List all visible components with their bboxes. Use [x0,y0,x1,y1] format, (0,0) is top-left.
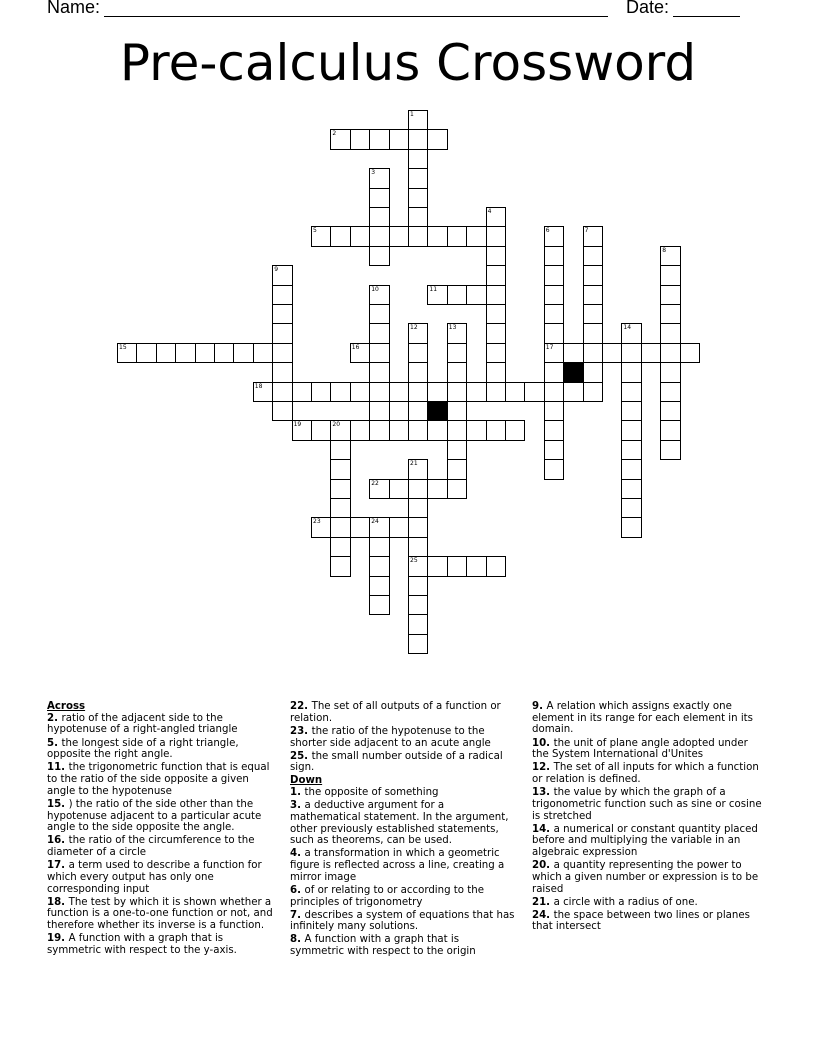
grid-cell[interactable] [660,343,680,363]
grid-cell[interactable] [330,382,350,402]
grid-cell[interactable] [486,556,506,576]
grid-cell[interactable] [389,420,409,440]
clue-item [532,897,764,909]
grid-cell[interactable] [486,265,506,285]
clue-text: ) the ratio of the side other than the hypotenuse adjacent to a particular acute angle to the side opposite the angle. [47,798,262,834]
grid-cell[interactable] [408,401,428,421]
clue-number-label: 4. [290,848,305,860]
clue-item [532,738,764,761]
clue-number-label: 10. [532,737,554,749]
clue-text: the small number outside of a radical sign. [290,750,503,774]
grid-cell[interactable] [544,265,564,285]
grid-cell[interactable] [660,420,680,440]
black-cell [427,401,447,421]
clue-number-label: 3. [290,800,305,812]
clue-number: 21 [410,460,418,468]
grid-cell[interactable] [486,382,506,402]
grid-cell[interactable] [369,323,389,343]
clue-number-label: 9. [532,701,547,712]
grid-cell[interactable] [505,420,525,440]
grid-cell[interactable] [408,129,428,149]
grid-cell[interactable] [427,479,447,499]
grid-cell[interactable] [583,265,603,285]
clue-number-label: 20. [532,860,554,872]
grid-cell[interactable] [253,343,273,363]
grid-cell[interactable] [369,595,389,615]
grid-cell[interactable] [427,226,447,246]
grid-cell[interactable] [330,440,350,460]
clue-number-label: 6. [290,884,305,896]
grid-cell[interactable] [544,440,564,460]
clue-number-label: 1. [290,787,305,799]
grid-cell[interactable] [427,556,447,576]
clue-number-label: 5. [47,737,62,749]
clue-item [290,726,515,749]
clue-text: the value by which the graph of a trigonometric function such as sine or cosine is stretched [532,787,762,822]
clue-number-label: 12. [532,762,554,774]
grid-cell[interactable] [621,498,641,518]
clue-number-label: 2. [47,712,62,724]
grid-cell[interactable] [389,129,409,149]
clue-number-label: 19. [47,933,69,945]
clue-number: 14 [623,324,632,332]
grid-cell[interactable] [369,207,389,227]
grid-cell[interactable] [369,343,389,363]
grid-cell[interactable] [447,343,467,363]
clue-text: a circle with a radius of one. [553,896,698,908]
grid-cell[interactable] [466,382,486,402]
clue-number-label: 16. [47,835,69,847]
clue-number: 4 [487,208,492,215]
clue-text: the opposite of something [304,787,439,799]
grid-cell[interactable] [621,343,641,363]
clue-number: 16 [351,343,360,351]
grid-cell[interactable] [680,343,700,363]
grid-cell[interactable] [602,343,622,363]
grid-cell[interactable] [408,537,428,557]
clue-number: 23 [313,518,321,526]
grid-cell[interactable] [330,479,350,499]
clue-number: 9 [274,266,279,274]
grid-cell[interactable] [486,362,506,382]
grid-cell[interactable] [583,343,603,363]
grid-cell[interactable] [660,285,680,305]
clue-number: 10 [371,285,379,293]
clue-text: describes a system of equations that has infinitely many solutions. [290,909,515,933]
clue-item [47,835,280,858]
clue-number: 7 [584,227,589,235]
grid-cell[interactable] [544,459,564,479]
grid-cell[interactable] [466,285,486,305]
clue-text: The test by which it is shown whether a function is a one-to-one function or not, and therefore whether its inverse is a function. [47,896,273,931]
grid-cell[interactable] [408,343,428,363]
grid-cell[interactable] [369,129,389,149]
grid-cell[interactable] [660,265,680,285]
grid-cell[interactable] [311,420,331,440]
grid-cell[interactable] [447,362,467,382]
clue-number-label: 11. [47,762,69,774]
grid-cell[interactable] [583,246,603,266]
grid-cell[interactable] [486,285,506,305]
grid-cell[interactable] [583,285,603,305]
clue-number: 6 [545,227,550,235]
name-label: Name: [47,0,101,17]
grid-cell[interactable] [272,323,292,343]
grid-cell[interactable] [427,129,447,149]
date-label: Date: [626,0,670,17]
clue-text: the ratio of the hypotenuse to the shorter side adjacent to an acute angle [290,725,491,749]
grid-cell[interactable] [544,285,564,305]
grid-cell[interactable] [408,362,428,382]
clue-number-label: 22. [290,701,312,712]
grid-cell[interactable] [389,479,409,499]
clue-text: the trigonometric function that is equal to the ratio of the side opposite a given angle to the hypotenuse [47,762,270,797]
grid-cell[interactable] [583,382,603,402]
grid-cell[interactable] [408,207,428,227]
grid-cell[interactable] [136,343,156,363]
grid-cell[interactable] [447,459,467,479]
clue-item [290,910,515,933]
clue-item [290,885,515,908]
clue-item [290,751,515,774]
down-heading: Down [290,775,323,787]
clue-number-label: 18. [47,896,69,908]
clue-item [47,738,280,761]
grid-cell[interactable] [311,382,331,402]
grid-cell[interactable] [389,517,409,537]
page-title: Pre-calculus Crossword [119,34,697,92]
grid-cell[interactable] [272,382,292,402]
clue-number: 22 [371,479,379,487]
clue-item [47,860,280,895]
grid-cell[interactable] [408,188,428,208]
grid-cell[interactable] [486,420,506,440]
grid-cell[interactable] [408,595,428,615]
clue-text: The set of all inputs for which a function or relation is defined. [532,762,759,785]
clue-number: 19 [293,421,302,429]
clue-item [290,787,515,799]
grid-cell[interactable] [369,226,389,246]
clue-item [532,762,764,785]
grid-cell[interactable] [156,343,176,363]
clue-number: 11 [429,285,438,293]
clue-item [532,701,764,736]
clue-item [47,713,280,736]
grid-cell[interactable] [621,401,641,421]
grid-cell[interactable] [369,382,389,402]
grid-cell[interactable] [233,343,253,363]
grid-cell[interactable] [660,382,680,402]
clue-item [532,860,764,895]
clue-text: the unit of plane angle adopted under the System International d'Unites [532,737,748,761]
clue-number-label: 14. [532,823,554,835]
clue-text: a transformation in which a geometric figure is reflected across a line, creating a mirror image [290,848,505,883]
grid-cell[interactable] [544,420,564,440]
grid-cell[interactable] [214,343,234,363]
grid-cell[interactable] [544,246,564,266]
clue-number: 3 [371,169,376,177]
clue-number-label: 21. [532,896,554,908]
grid-cell[interactable] [272,362,292,382]
clue-item [532,824,764,859]
grid-cell[interactable] [408,420,428,440]
grid-cell[interactable] [447,440,467,460]
grid-cell[interactable] [621,459,641,479]
grid-cell[interactable] [330,517,350,537]
grid-cell[interactable] [408,498,428,518]
grid-cell[interactable] [292,382,312,402]
clue-number: 17 [545,343,554,351]
grid-cell[interactable] [369,188,389,208]
grid-cell[interactable] [369,362,389,382]
clue-number: 13 [448,324,457,332]
grid-cell[interactable] [583,362,603,382]
grid-cell[interactable] [408,517,428,537]
grid-cell[interactable] [466,556,486,576]
grid-cell[interactable] [369,246,389,266]
clue-item [290,800,515,847]
clue-item [47,799,280,834]
grid-cell[interactable] [408,479,428,499]
grid-cell[interactable] [350,517,370,537]
clue-item [290,934,515,957]
grid-cell[interactable] [583,323,603,343]
grid-cell[interactable] [408,226,428,246]
clue-item [290,701,515,724]
clue-number-label: 13. [532,787,554,799]
clue-number: 8 [662,246,667,254]
grid-cell[interactable] [330,556,350,576]
grid-cell[interactable] [563,343,583,363]
clue-item [47,897,280,932]
grid-cell[interactable] [544,382,564,402]
clue-text: a numerical or constant quantity placed before and multiplying the variable in an algebraic expression [532,823,758,858]
clue-number: 24 [371,518,379,526]
grid-cell[interactable] [330,498,350,518]
grid-cell[interactable] [272,285,292,305]
clue-text: A function with a graph that is symmetric with respect to the y-axis. [47,933,237,956]
clue-number-label: 15. [47,798,69,810]
grid-cell[interactable] [369,537,389,557]
grid-cell[interactable] [427,420,447,440]
grid-cell[interactable] [408,634,428,654]
grid-cell[interactable] [330,459,350,479]
clue-item [532,910,764,933]
grid-cell[interactable] [272,304,292,324]
grid-cell[interactable] [660,362,680,382]
grid-cell[interactable] [486,246,506,266]
clue-item [47,762,280,797]
grid-cell[interactable] [466,420,486,440]
grid-cell[interactable] [369,401,389,421]
clue-number: 12 [410,324,418,332]
grid-cell[interactable] [389,382,409,402]
clue-item [290,848,515,883]
clue-number: 15 [119,343,127,351]
clue-text: ratio of the adjacent side to the hypotenuse of a right-angled triangle [47,712,238,736]
grid-cell[interactable] [447,401,467,421]
clues-column-1 [47,701,280,958]
grid-cell[interactable] [621,440,641,460]
clue-number-label: 17. [47,860,69,872]
clue-number-label: 23. [290,725,312,737]
grid-cell[interactable] [195,343,215,363]
grid-cell[interactable] [660,440,680,460]
grid-cell[interactable] [563,382,583,402]
clue-text: A function with a graph that is symmetric with respect to the origin [290,934,476,958]
grid-cell[interactable] [621,517,641,537]
clue-text: a quantity representing the power to which a given number or expression is to be raised [532,860,759,895]
clue-item [47,933,280,956]
grid-cell[interactable] [350,226,370,246]
grid-cell[interactable] [486,226,506,246]
grid-cell[interactable] [447,420,467,440]
grid-cell[interactable] [369,576,389,596]
grid-cell[interactable] [389,226,409,246]
grid-cell[interactable] [641,343,661,363]
clue-text: the space between two lines or planes that intersect [532,909,750,933]
clue-number-label: 7. [290,909,305,921]
grid-cell[interactable] [524,382,544,402]
grid-cell[interactable] [660,304,680,324]
clue-number: 2 [332,130,337,138]
grid-cell[interactable] [660,401,680,421]
grid-cell[interactable] [621,382,641,402]
grid-cell[interactable] [660,323,680,343]
clue-number-label: 25. [290,750,312,762]
grid-cell[interactable] [369,556,389,576]
grid-cell[interactable] [350,420,370,440]
grid-cell[interactable] [486,323,506,343]
clue-number-label: 24. [532,909,554,921]
clue-text: a deductive argument for a mathematical statement. In the argument, other previously established statements, such as theorems, can be used. [290,800,509,847]
grid-cell[interactable] [486,343,506,363]
grid-cell[interactable] [505,382,525,402]
clue-text: the ratio of the circumference to the diameter of a circle [47,835,255,858]
clue-number-label: 8. [290,934,305,946]
grid-cell[interactable] [544,362,564,382]
grid-cell[interactable] [621,420,641,440]
grid-cell[interactable] [175,343,195,363]
grid-cell[interactable] [486,304,506,324]
grid-cell[interactable] [330,537,350,557]
grid-cell[interactable] [350,382,370,402]
across-heading: Across [47,701,86,712]
clue-number: 1 [410,111,414,118]
clue-number: 25 [410,557,418,565]
grid-cell[interactable] [408,149,428,169]
grid-cell[interactable] [272,401,292,421]
clue-number: 18 [254,382,263,390]
clue-number: 20 [332,421,341,429]
clue-item [532,787,764,822]
grid-cell[interactable] [350,129,370,149]
grid-cell[interactable] [369,420,389,440]
grid-cell[interactable] [369,304,389,324]
grid-cell[interactable] [427,382,447,402]
clues-column-2 [290,701,515,959]
black-cell [563,362,583,382]
grid-cell[interactable] [466,226,486,246]
grid-cell[interactable] [447,226,467,246]
clue-text: The set of all outputs of a function or relation. [290,701,501,724]
clue-number: 5 [313,227,317,235]
clue-text: A relation which assigns exactly one element in its range for each element in its domain. [532,701,753,736]
grid-cell[interactable] [583,304,603,324]
clue-text: the longest side of a right triangle, opposite the right angle. [47,737,239,761]
grid-cell[interactable] [408,168,428,188]
grid-cell[interactable] [447,382,467,402]
grid-cell[interactable] [621,479,641,499]
clues-column-3 [532,701,764,934]
grid-cell[interactable] [330,226,350,246]
grid-cell[interactable] [447,285,467,305]
clue-text: a term used to describe a function for which every output has only one corresponding input [47,860,262,895]
grid-cell[interactable] [621,362,641,382]
grid-cell[interactable] [408,382,428,402]
grid-cell[interactable] [544,401,564,421]
grid-cell[interactable] [408,576,428,596]
clue-text: of or relating to or according to the principles of trigonometry [290,884,484,908]
grid-cell[interactable] [447,479,467,499]
grid-cell[interactable] [447,556,467,576]
grid-cell[interactable] [272,343,292,363]
grid-cell[interactable] [408,614,428,634]
grid-cell[interactable] [544,304,564,324]
grid-cell[interactable] [544,323,564,343]
